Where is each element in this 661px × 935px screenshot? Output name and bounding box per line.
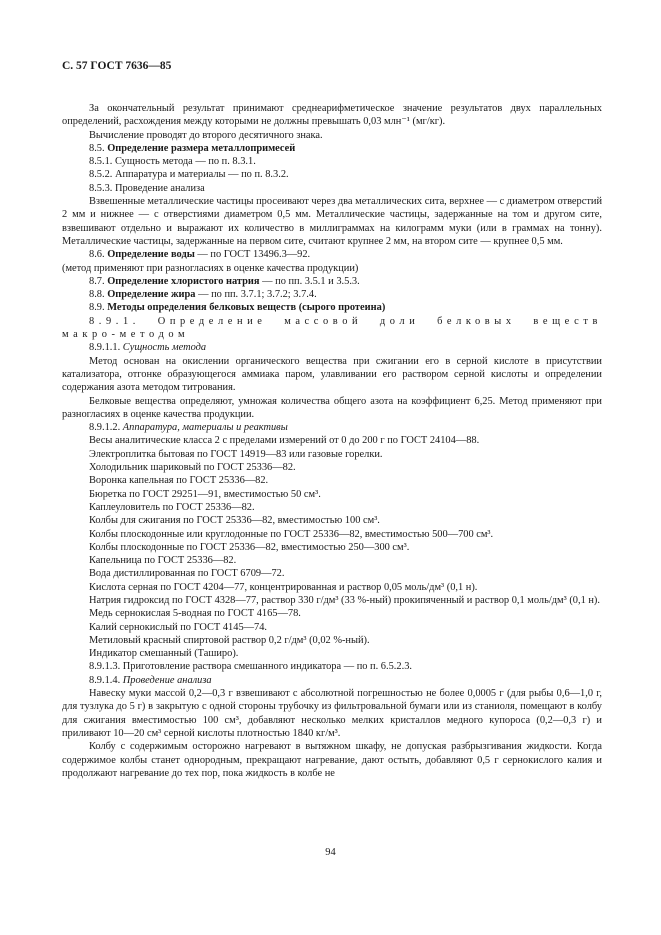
paragraph xyxy=(62,647,602,660)
paragraph xyxy=(62,421,602,434)
paragraph xyxy=(62,155,602,168)
paragraph-i: Проведение анализа xyxy=(122,674,212,686)
paragraph xyxy=(62,341,602,354)
paragraph-t: 8.5.3. Проведение анализа xyxy=(89,182,205,194)
paragraph-pre: 8.9.1.1. xyxy=(89,342,123,354)
page-number: 94 xyxy=(325,847,336,858)
paragraph xyxy=(62,501,602,514)
paragraph xyxy=(62,594,602,607)
paragraph xyxy=(62,355,602,395)
paragraph-b: Определение размера металлопримесей xyxy=(107,142,296,154)
document-body xyxy=(62,102,602,780)
paragraph xyxy=(62,621,602,634)
paragraph xyxy=(62,581,602,594)
paragraph xyxy=(62,142,602,155)
paragraph xyxy=(62,315,602,342)
paragraph xyxy=(62,607,602,620)
paragraph xyxy=(62,541,602,554)
paragraph-t: За окончательный результат принимают среднеарифметическое значение результатов двух параллельных определений, расхождения между которыми не должны превышать 0,03 млн⁻¹ (мг/кг). xyxy=(62,103,602,128)
paragraph-t: Калий сернокислый по ГОСТ 4145—74. xyxy=(89,621,268,633)
paragraph-post: — по пп. 3.5.1 и 3.5.3. xyxy=(259,275,360,287)
paragraph-pre: 8.6. xyxy=(89,249,108,261)
paragraph xyxy=(62,461,602,474)
paragraph-t: Индикатор смешанный (Таширо). xyxy=(89,648,239,660)
paragraph xyxy=(62,740,602,780)
paragraph-b: Методы определения белковых веществ (сырого протеина) xyxy=(107,302,386,314)
paragraph xyxy=(62,528,602,541)
paragraph-t: 8.5.2. Аппаратура и материалы — по п. 8.3.2. xyxy=(89,169,289,181)
paragraph-t: Капельница по ГОСТ 25336—82. xyxy=(89,555,237,567)
paragraph-t: Вычисление проводят до второго десятичного знака. xyxy=(89,129,323,141)
paragraph-pre: 8.7. xyxy=(89,275,108,287)
paragraph xyxy=(62,687,602,740)
paragraph xyxy=(62,567,602,580)
paragraph-pre: 8.8. xyxy=(89,289,108,301)
paragraph xyxy=(62,262,602,275)
paragraph xyxy=(62,660,602,673)
paragraph-t: Взвешенные металлические частицы просеивают через два металлических сита, верхнее — с диаметром отверстий 2 мм и нижнее — с отверстиями диаметром 0,5 мм. Металлические частицы, задержанные на том и другом сите, взвешивают отдельно и выражают их количество в миллиграммах на килограмм муки (или в граммах на тонну). Металлические частицы, задержанные на первом сите, считают крупнее 2 мм, на втором сите — крупнее 0,5 мм. xyxy=(62,196,603,247)
paragraph-b: Определение жира xyxy=(107,289,196,301)
paragraph-t: Натрия гидроксид по ГОСТ 4328—77, раствор 330 г/дм³ (33 %-ный) прокипяченный и раствор 0,1 моль/дм³ (0,1 н). xyxy=(89,594,600,606)
paragraph-t: Медь сернокислая 5-водная по ГОСТ 4165—78. xyxy=(89,608,301,620)
paragraph xyxy=(62,301,602,314)
paragraph-t: 8.5.1. Сущность метода — по п. 8.3.1. xyxy=(89,156,256,168)
paragraph-i: Аппаратура, материалы и реактивы xyxy=(122,422,288,434)
paragraph xyxy=(62,275,602,288)
paragraph-t: Белковые вещества определяют, умножая количества общего азота на коэффициент 6,25. Метод применяют при разногласиях в оценке качества продукции. xyxy=(62,395,602,420)
paragraph xyxy=(62,434,602,447)
paragraph-pre: 8.9.1.2. xyxy=(89,422,123,434)
paragraph-b: Определение воды xyxy=(107,249,195,261)
paragraph-t: Колбы плоскодонные по ГОСТ 25336—82, вместимостью 250—300 см³. xyxy=(89,541,410,553)
paragraph xyxy=(62,474,602,487)
paragraph-t: Колбы для сжигания по ГОСТ 25336—82, вместимостью 100 см³. xyxy=(89,515,380,527)
paragraph-t: Вода дистиллированная по ГОСТ 6709—72. xyxy=(89,568,285,580)
paragraph-t: Воронка капельная по ГОСТ 25336—82. xyxy=(89,475,269,487)
paragraph-t: Метод основан на окислении органического вещества при сжигании его в серной кислоте в присутствии катализатора, отгонке образующегося аммиака паром, улавливании его раствором серной кислоты и определении содержания азота методом титрования. xyxy=(62,355,602,394)
paragraph-b: Определение хлористого натрия xyxy=(107,275,260,287)
paragraph-t: 8.9.1.3. Приготовление раствора смешанного индикатора — по п. 6.5.2.3. xyxy=(89,661,412,673)
paragraph xyxy=(62,182,602,195)
paragraph-t: Колбу с содержимым осторожно нагревают в вытяжном шкафу, не допуская разбрызгивания жидкости. Когда содержимое колбы станет однородным, прекращают нагревание, дают остыть, добавляют 0,5 г сернокислого калия и продолжают нагревание до тех пор, пока жидкость в колбе не xyxy=(62,741,602,779)
paragraph-post: — по пп. 3.7.1; 3.7.2; 3.7.4. xyxy=(195,289,317,301)
paragraph-i: Сущность метода xyxy=(122,342,207,354)
paragraph-t: Электроплитка бытовая по ГОСТ 14919—83 или газовые горелки. xyxy=(89,448,383,460)
paragraph xyxy=(62,288,602,301)
paragraph xyxy=(62,102,602,129)
document-page xyxy=(62,60,602,780)
paragraph xyxy=(62,395,602,422)
paragraph xyxy=(62,674,602,687)
paragraph xyxy=(62,488,602,501)
paragraph-t: Кислота серная по ГОСТ 4204—77, концентрированная и раствор 0,05 моль/дм³ (0,1 н). xyxy=(89,581,478,593)
paragraph xyxy=(62,129,602,142)
page-header: С. 57 ГОСТ 7636—85 xyxy=(62,60,172,72)
paragraph-pre: 8.5. xyxy=(89,142,108,154)
paragraph-t: Весы аналитические класса 2 с пределами измерений от 0 до 200 г по ГОСТ 24104—88. xyxy=(89,435,480,447)
paragraph xyxy=(62,168,602,181)
paragraph-t: Бюретка по ГОСТ 29251—91, вместимостью 50 см³. xyxy=(89,488,321,500)
paragraph-t: Навеску муки массой 0,2—0,3 г взвешивают с абсолютной погрешностью не более 0,0005 г (для рыбы 0,6—1,0 г, для тузлука до 5 г) в закрытую с одной стороны трубочку из фильтровальной бумаги или из станиоля, помещают в колбу для сжигания вместимостью 100 см³, добавляют несколько мелких кристаллов медного купороса (0,2—0,3 г) и приливают 10—20 см³ серной кислоты плотностью 1840 кг/м³. xyxy=(62,688,602,739)
paragraph-t: Холодильник шариковый по ГОСТ 25336—82. xyxy=(89,462,296,474)
paragraph-t: Метиловый красный спиртовой раствор 0,2 г/дм³ (0,02 %-ный). xyxy=(89,634,370,646)
paragraph xyxy=(62,634,602,647)
paragraph-pre: 8.9. xyxy=(89,302,108,314)
paragraph-pre: 8.9.1.4. xyxy=(89,674,123,686)
paragraph-t: Каплеуловитель по ГОСТ 25336—82. xyxy=(89,501,255,513)
paragraph xyxy=(62,554,602,567)
paragraph-post: — по ГОСТ 13496.3—92. xyxy=(194,249,311,261)
paragraph-t: Колбы плоскодонные или круглодонные по ГОСТ 25336—82, вместимостью 500—700 см³. xyxy=(89,528,494,540)
paragraph xyxy=(62,248,602,261)
paragraph-t: (метод применяют при разногласиях в оценке качества продукции) xyxy=(62,262,359,274)
paragraph-t: 8.9.1. Определение массовой доли белковых веществ макро-методом xyxy=(62,315,602,341)
paragraph xyxy=(62,195,602,248)
paragraph xyxy=(62,448,602,461)
paragraph xyxy=(62,514,602,527)
